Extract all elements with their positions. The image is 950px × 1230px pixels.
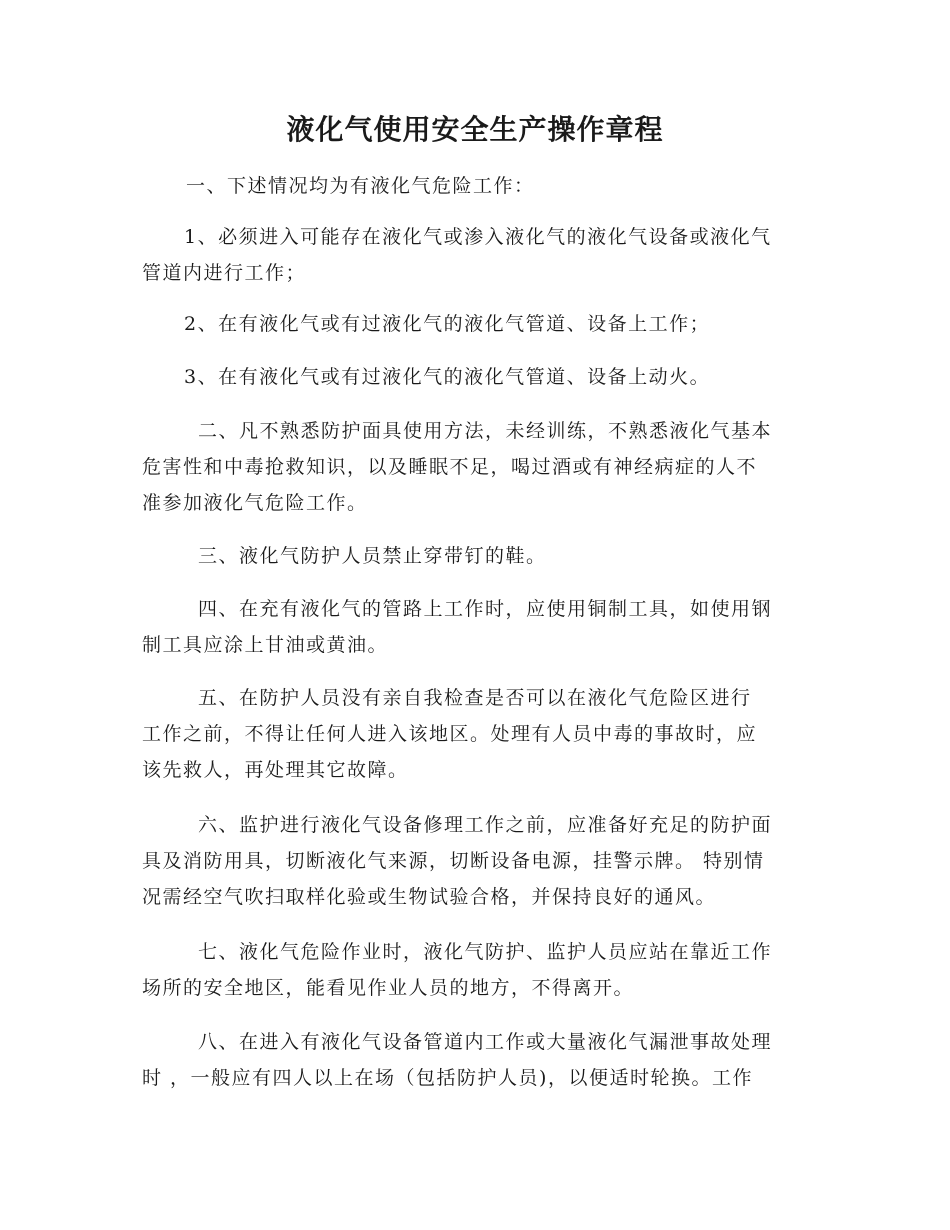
paragraph-line: 时 ，一般应有四人以上在场（包括防护人员)，以便适时轮换。工作	[142, 1067, 753, 1089]
paragraph-line: 七、液化气危险作业时，液化气防护、监护人员应站在靠近工作	[198, 941, 773, 963]
paragraph-line: 六、监护进行液化气设备修理工作之前，应准备好充足的防护面	[198, 814, 773, 836]
paragraph-line: 3、在有液化气或有过液化气的液化气管道、设备上动火。	[184, 366, 711, 388]
paragraph-4	[142, 359, 810, 395]
paragraph-10	[142, 934, 810, 1006]
paragraph-line: 1、必须进入可能存在液化气或渗入液化气的液化气设备或液化气	[184, 226, 772, 248]
paragraph-line: 制工具应涂上甘油或黄油。	[142, 634, 389, 656]
paragraph-2	[142, 219, 810, 291]
paragraph-9	[142, 807, 810, 915]
paragraph-line: 五、在防护人员没有亲自我检查是否可以在液化气危险区进行	[198, 687, 752, 709]
paragraph-line: 二、凡不熟悉防护面具使用方法，未经训练，不熟悉液化气基本	[198, 420, 773, 442]
paragraph-line: 况需经空气吹扫取样化验或生物试验合格，并保持良好的通风。	[142, 886, 717, 908]
paragraph-line: 该先救人，再处理其它故障。	[142, 759, 409, 781]
paragraph-line: 2、在有液化气或有过液化气的液化气管道、设备上工作；	[184, 313, 711, 335]
paragraph-5	[142, 413, 810, 521]
paragraph-line: 工作之前，不得让任何人进入该地区。处理有人员中毒的事故时，应	[142, 723, 758, 745]
paragraph-line: 八、在进入有液化气设备管道内工作或大量液化气漏泄事故处理	[198, 1031, 773, 1053]
paragraph-line: 一、下述情况均为有液化气危险工作：	[186, 175, 535, 197]
paragraph-1	[142, 168, 810, 204]
document-title: 液化气使用安全生产操作章程	[286, 113, 664, 146]
paragraph-line: 准参加液化气危险工作。	[142, 492, 368, 514]
paragraph-line: 场所的安全地区，能看见作业人员的地方，不得离开。	[142, 977, 635, 999]
paragraph-6	[142, 538, 810, 574]
paragraph-7	[142, 591, 810, 663]
paragraph-11	[142, 1024, 810, 1096]
paragraph-3	[142, 306, 810, 342]
paragraph-line: 具及消防用具，切断液化气来源，切断设备电源，挂警示牌。 特别情	[142, 850, 765, 872]
paragraph-line: 危害性和中毒抢救知识，以及睡眠不足，喝过酒或有神经病症的人不	[142, 456, 758, 478]
paragraph-8	[142, 680, 810, 788]
paragraph-line: 四、在充有液化气的管路上工作时，应使用铜制工具，如使用钢	[198, 598, 773, 620]
paragraph-line: 管道内进行工作；	[142, 262, 307, 284]
paragraph-line: 三、液化气防护人员禁止穿带钉的鞋。	[198, 545, 547, 567]
